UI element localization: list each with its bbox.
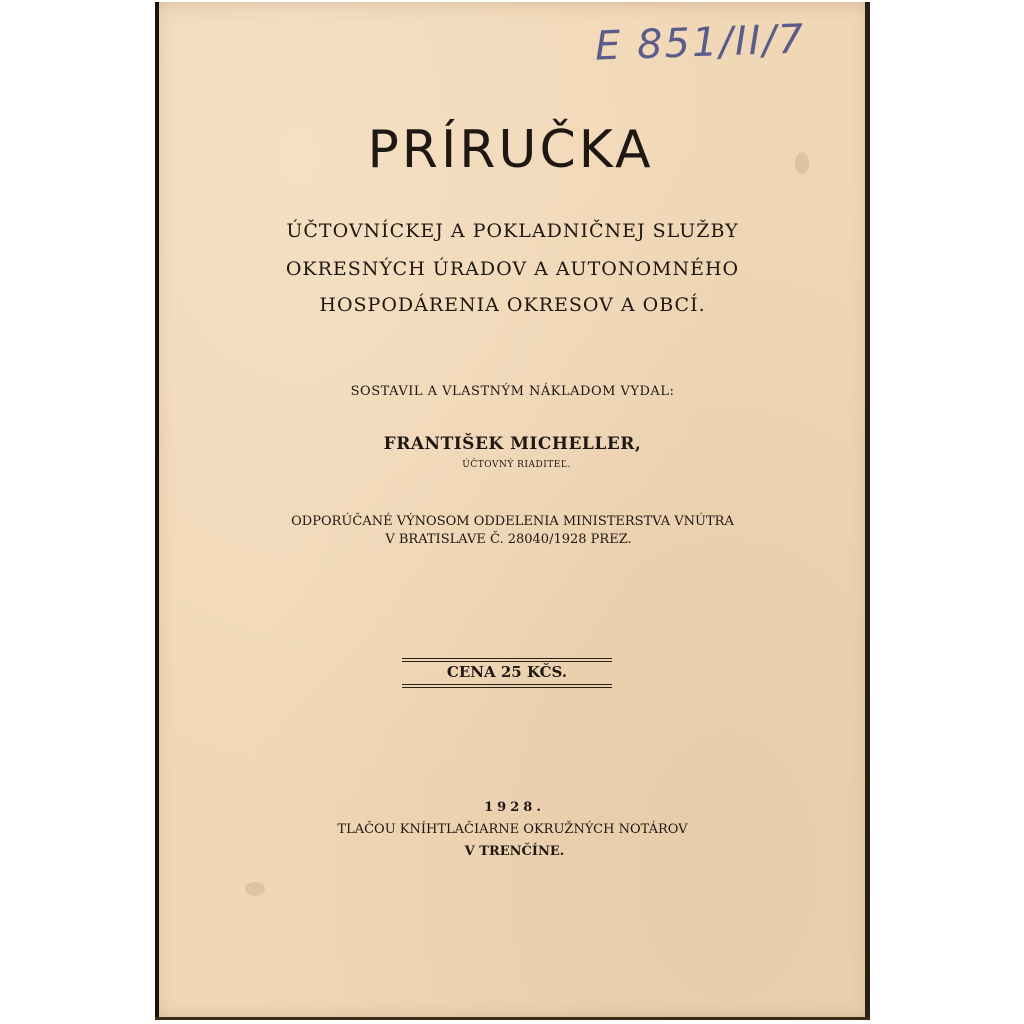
recommendation-line-1: ODPORÚČANÉ VÝNOSOM ODDELENIA MINISTERSTVA VNÚTRA bbox=[291, 514, 734, 529]
author-name: FRANTIŠEK MICHELLER, bbox=[383, 434, 642, 454]
subtitle-line-2: OKRESNÝCH ÚRADOV A AUTONOMNÉHO bbox=[285, 258, 740, 280]
book-title: PRÍRUČKA bbox=[367, 120, 654, 180]
printer-line: TLAČOU KNÍHTLAČIARNE OKRUŽNÝCH NOTÁROV bbox=[337, 822, 688, 837]
catalog-mark: E 851/II/7 bbox=[594, 16, 807, 70]
compiled-by-line: SOSTAVIL A VLASTNÝM NÁKLADOM VYDAL: bbox=[350, 384, 675, 399]
author-position: ÚČTOVNÝ RIADITEĽ. bbox=[462, 460, 571, 470]
book-cover bbox=[155, 2, 870, 1020]
recommendation-line-2: V BRATISLAVE Č. 28040/1928 PREZ. bbox=[385, 532, 632, 547]
publication-city: V TRENČÍNE. bbox=[464, 844, 565, 859]
subtitle-line-1: ÚČTOVNÍCKEJ A POKLADNIČNEJ SLUŽBY bbox=[286, 220, 739, 242]
price-box bbox=[402, 658, 612, 688]
cover-bottom-edge bbox=[155, 1017, 870, 1020]
publication-year: 1928. bbox=[484, 800, 545, 815]
subtitle-line-3: HOSPODÁRENIA OKRESOV A OBCÍ. bbox=[319, 294, 706, 316]
paper-stain bbox=[245, 882, 265, 896]
price-label: CENA 25 KČS. bbox=[446, 663, 568, 681]
